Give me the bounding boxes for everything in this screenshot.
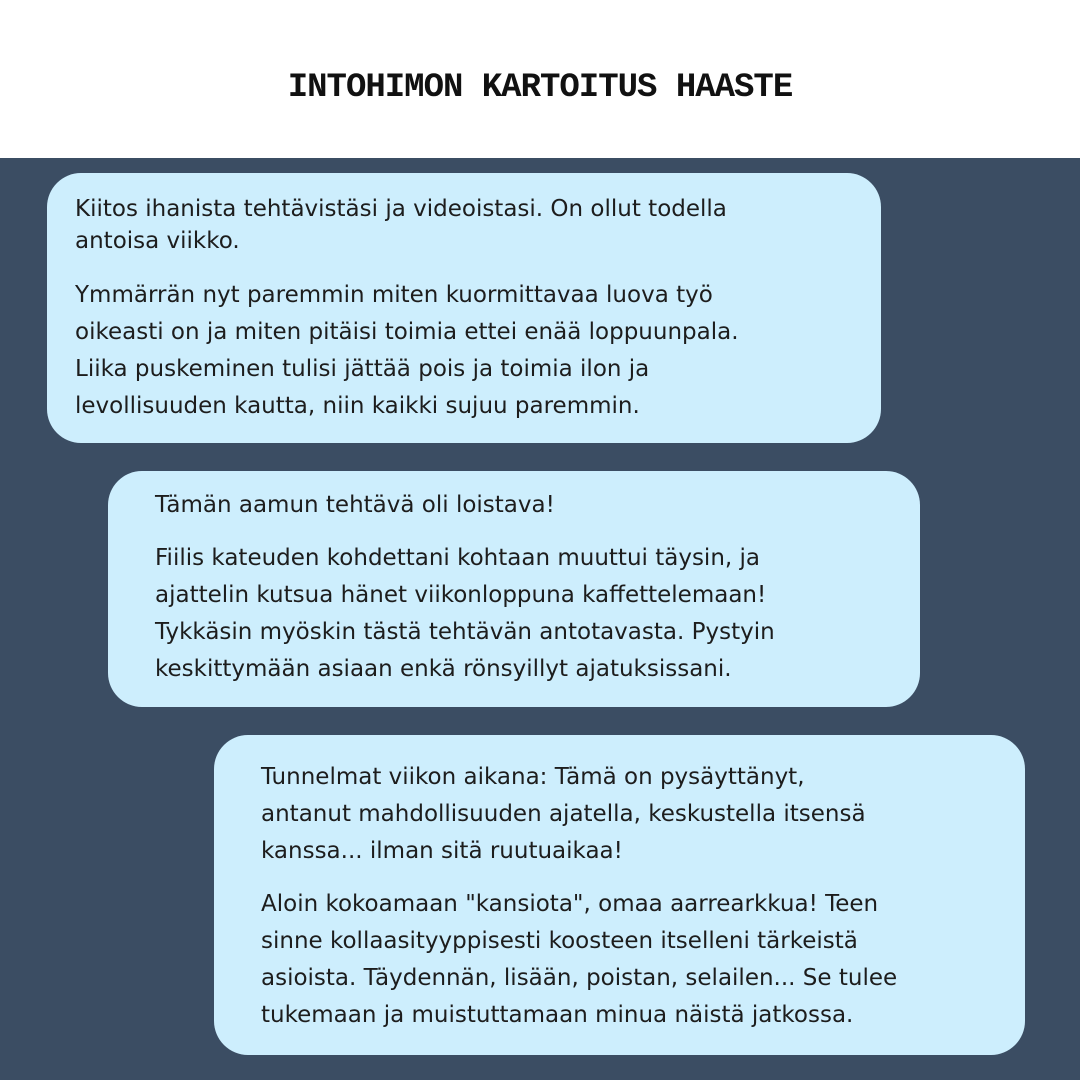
message-3-paragraph-1: Tunnelmat viikon aikana: Tämä on pysäyttänyt, antanut mahdollisuuden ajatella, keskustella itsensä kanssa... ilman sitä ruutuaikaa!	[261, 764, 866, 864]
message-bubble-2	[108, 471, 920, 707]
message-3-paragraph-2: Aloin kokoamaan "kansiota", omaa aarrearkkua! Teen sinne kollaasityyppisesti koosteen itselleni tärkeistä asioista. Täydennän, lisään, poistan, selailen... Se tulee tukemaan ja muistuttamaan minua näistä jatkossa.	[261, 891, 898, 1028]
message-2-paragraph-1: Tämän aamun tehtävä oli loistava!	[155, 492, 555, 518]
message-1-paragraph-1: Kiitos ihanista tehtävistäsi ja videoistasi. On ollut todella antoisa viikko.	[75, 196, 727, 254]
message-bubble-3	[214, 735, 1025, 1055]
message-bubble-1	[47, 173, 881, 443]
header	[0, 0, 1080, 158]
page-title: INTOHIMON KARTOITUS HAASTE	[287, 69, 793, 107]
message-2-paragraph-2: Fiilis kateuden kohdettani kohtaan muuttui täysin, ja ajattelin kutsua hänet viikonloppuna kaffettelemaan! Tykkäsin myöskin tästä tehtävän antotavasta. Pystyin keskittymään asiaan enkä rönsyillyt ajatuksissani.	[155, 545, 775, 682]
message-1-paragraph-2: Ymmärrän nyt paremmin miten kuormittavaa luova työ oikeasti on ja miten pitäisi toimia ettei enää loppuunpala. Liika puskeminen tulisi jättää pois ja toimia ilon ja levollisuuden kautta, niin kaikki sujuu paremmin.	[75, 282, 739, 419]
